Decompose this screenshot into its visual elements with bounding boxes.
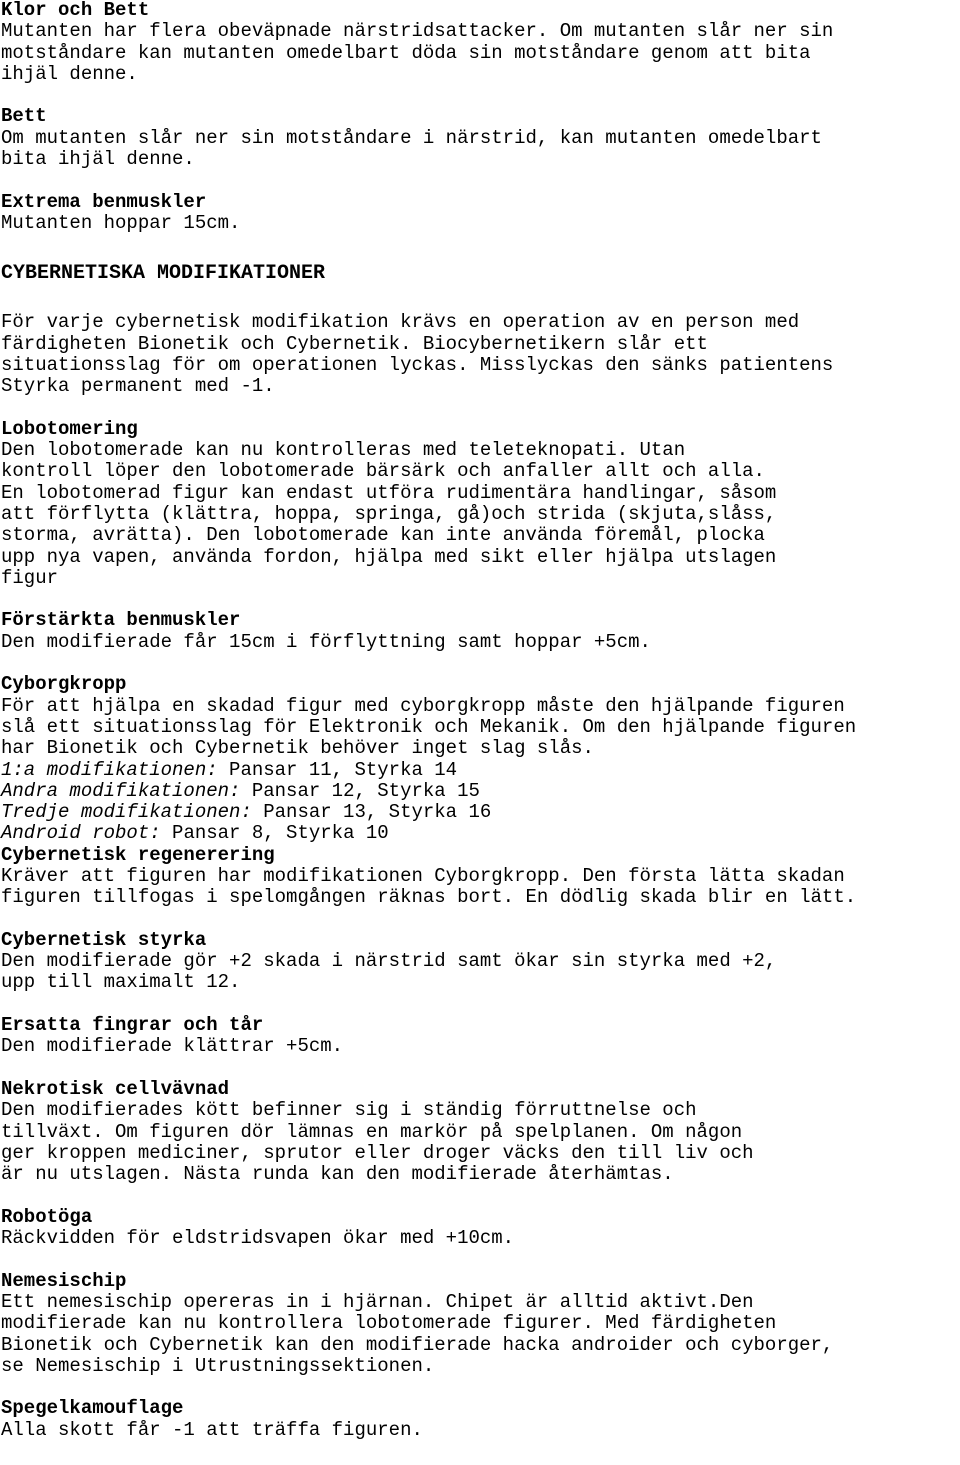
stat-label: Andra modifikationen: — [1, 779, 241, 802]
body-text: se Nemesischip i Utrustningssektionen. — [1, 1354, 435, 1377]
body-text: ger kroppen mediciner, sprutor eller droger väcks den till liv och — [1, 1141, 754, 1164]
spacer — [1, 170, 959, 191]
section-heading: Cyborgkropp — [1, 673, 127, 696]
section-spegelkamouflage — [1, 1398, 959, 1441]
document-page — [1, 0, 959, 1441]
body-text: storma, avrätta). Den lobotomerade kan inte använda föremål, plocka — [1, 524, 765, 547]
section-nekrotisk-cellvavnad — [1, 1079, 959, 1185]
body-text: Kräver att figuren har modifikationen Cyborgkropp. Den första lätta skadan — [1, 864, 845, 887]
stat-value: Pansar 8, Styrka 10 — [160, 822, 389, 845]
body-text: situationsslag för om operationen lyckas. Misslyckas den sänks patientens — [1, 353, 834, 376]
stat-label: Android robot: — [1, 822, 161, 845]
section-ersatta-fingrar — [1, 1015, 959, 1058]
body-text: Den modifierades kött befinner sig i ständig förruttnelse och — [1, 1099, 697, 1122]
body-text: färdigheten Bionetik och Cybernetik. Biocybernetikern slår ett — [1, 332, 708, 355]
stat-line — [1, 802, 959, 823]
body-text: tillväxt. Om figuren dör lämnas en markör på spelplanen. Om någon — [1, 1120, 743, 1143]
body-text: ihjäl denne. — [1, 62, 138, 85]
section-heading: Spegelkamouflage — [1, 1397, 184, 1420]
body-text: figuren tillfogas i spelomgången räknas bort. En dödlig skada blir en lätt. — [1, 886, 857, 909]
section-heading: Nekrotisk cellvävnad — [1, 1077, 230, 1100]
body-text: För att hjälpa en skadad figur med cyborgkropp måste den hjälpande figuren — [1, 694, 845, 717]
stat-line — [1, 823, 959, 844]
section-heading: Cybernetisk regenerering — [1, 843, 275, 866]
spacer — [1, 653, 959, 674]
spacer — [1, 397, 959, 418]
body-text: att förflytta (klättra, hoppa, springa, gå)och strida (skjuta,slåss, — [1, 502, 777, 525]
body-text: Den lobotomerade kan nu kontrolleras med teleteknopati. Utan — [1, 439, 686, 462]
body-text: Ett nemesischip opereras in i hjärnan. Chipet är alltid aktivt.Den — [1, 1290, 754, 1313]
body-text: slå ett situationsslag för Elektronik och Mekanik. Om den hjälpande figuren — [1, 715, 857, 738]
body-text: Den modifierade gör +2 skada i närstrid samt ökar sin styrka med +2, — [1, 950, 777, 973]
body-text: Styrka permanent med -1. — [1, 375, 275, 398]
section-heading: Förstärkta benmuskler — [1, 609, 241, 632]
body-text: motståndare kan mutanten omedelbart döda sin motståndare genom att bita — [1, 41, 811, 64]
body-text: upp nya vapen, använda fordon, hjälpa med sikt eller hjälpa utslagen — [1, 545, 777, 568]
section-lobotomering — [1, 419, 959, 589]
spacer — [1, 1249, 959, 1270]
body-text: Den modifierade klättrar +5cm. — [1, 1035, 344, 1058]
section-klor-och-bett — [1, 0, 959, 85]
body-text: figur — [1, 566, 59, 589]
spacer — [1, 1185, 959, 1206]
section-robotoga — [1, 1207, 959, 1250]
body-text: Alla skott får -1 att träffa figuren. — [1, 1418, 423, 1441]
section-extrema-benmuskler — [1, 192, 959, 235]
section-cybernetisk-regenerering — [1, 845, 959, 909]
stat-label: 1:a modifikationen: — [1, 758, 218, 781]
spacer — [1, 909, 959, 930]
spacer — [1, 589, 959, 610]
chapter-title: CYBERNETISKA MODIFIKATIONER — [1, 262, 326, 286]
stat-line — [1, 781, 959, 802]
body-text: Bionetik och Cybernetik kan den modifierade hacka androider och cyborger, — [1, 1333, 834, 1356]
section-heading: Klor och Bett — [1, 0, 150, 21]
section-heading: Extrema benmuskler — [1, 190, 207, 213]
section-heading: Bett — [1, 105, 47, 128]
spacer — [1, 85, 959, 106]
body-text: upp till maximalt 12. — [1, 971, 241, 994]
section-heading: Lobotomering — [1, 417, 138, 440]
section-cybernetisk-styrka — [1, 930, 959, 994]
body-text: har Bionetik och Cybernetik behöver inget slag slås. — [1, 737, 594, 760]
body-text: modifierade kan nu kontrollera lobotomerade figurer. Med färdigheten — [1, 1312, 777, 1335]
section-nemesischip — [1, 1271, 959, 1377]
stat-line — [1, 760, 959, 781]
section-forstarkta-benmuskler — [1, 610, 959, 653]
section-cyborgkropp — [1, 674, 959, 844]
body-text: kontroll löper den lobotomerade bärsärk och anfaller allt och alla. — [1, 460, 765, 483]
body-text: Mutanten har flera obeväpnade närstridsattacker. Om mutanten slår ner sin — [1, 20, 834, 43]
section-heading: Cybernetisk styrka — [1, 928, 207, 951]
body-text: Räckvidden för eldstridsvapen ökar med +10cm. — [1, 1227, 515, 1250]
spacer — [1, 1377, 959, 1398]
spacer — [1, 994, 959, 1015]
spacer — [1, 234, 959, 262]
stat-value: Pansar 13, Styrka 16 — [251, 801, 492, 824]
spacer — [1, 286, 959, 312]
body-text: är nu utslagen. Nästa runda kan den modifierade återhämtas. — [1, 1163, 674, 1186]
chapter-intro — [1, 312, 959, 397]
body-text: För varje cybernetisk modifikation krävs en operation av en person med — [1, 311, 800, 334]
stat-label: Tredje modifikationen: — [1, 801, 252, 824]
stat-value: Pansar 12, Styrka 15 — [240, 779, 480, 802]
spacer — [1, 1058, 959, 1079]
body-text: Den modifierade får 15cm i förflyttning samt hoppar +5cm. — [1, 630, 651, 653]
body-text: En lobotomerad figur kan endast utföra rudimentära handlingar, såsom — [1, 481, 777, 504]
section-heading: Robotöga — [1, 1205, 93, 1228]
body-text: Om mutanten slår ner sin motståndare i närstrid, kan mutanten omedelbart — [1, 126, 822, 149]
section-heading: Ersatta fingrar och tår — [1, 1014, 264, 1037]
body-text: Mutanten hoppar 15cm. — [1, 211, 241, 234]
stat-value: Pansar 11, Styrka 14 — [217, 758, 458, 781]
section-heading: Nemesischip — [1, 1269, 127, 1292]
section-bett — [1, 106, 959, 170]
body-text: bita ihjäl denne. — [1, 148, 195, 171]
